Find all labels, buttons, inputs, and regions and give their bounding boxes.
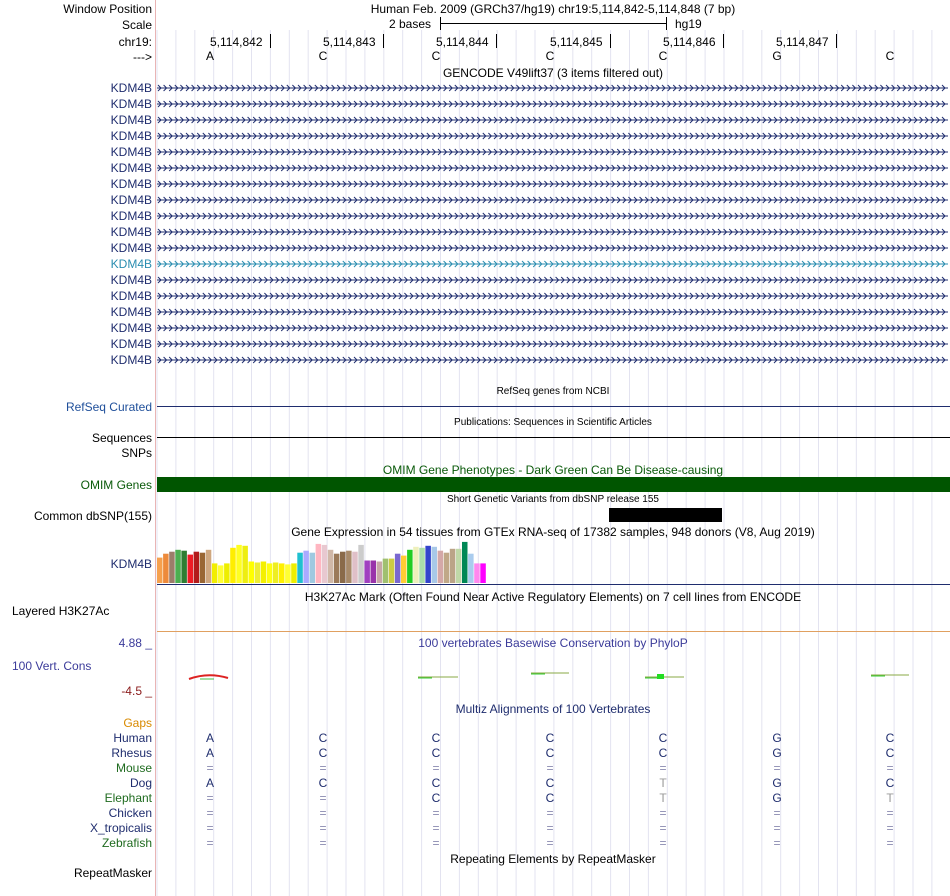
multiz-base: = xyxy=(773,761,781,775)
gencode-transcript-label[interactable]: KDM4B xyxy=(110,113,152,127)
multiz-base: = xyxy=(546,806,554,820)
position-label: 5,114,843 xyxy=(323,35,376,49)
gencode-transcript-label[interactable]: KDM4B xyxy=(110,353,152,367)
multiz-base: = xyxy=(432,806,440,820)
gencode-transcript-label[interactable]: KDM4B xyxy=(110,97,152,111)
chrom-label: chr19: xyxy=(118,35,152,49)
cons-segment[interactable] xyxy=(657,674,664,679)
position-label: 5,114,844 xyxy=(436,35,489,49)
multiz-base: C xyxy=(431,791,441,805)
multiz-species-label[interactable]: Zebrafish xyxy=(101,836,152,850)
position-label: 5,114,845 xyxy=(550,35,603,49)
cons-peak[interactable] xyxy=(189,675,228,679)
gencode-transcript-label[interactable]: KDM4B xyxy=(110,225,152,239)
multiz-track-title[interactable]: Multiz Alignments of 100 Vertebrates xyxy=(455,702,651,716)
multiz-base: C xyxy=(318,731,328,745)
multiz-base: = xyxy=(886,836,894,850)
multiz-species-label[interactable]: Mouse xyxy=(115,761,152,775)
pubs-track-title[interactable]: Publications: Sequences in Scientific Articles xyxy=(454,417,652,428)
refseq-label[interactable]: RefSeq Curated xyxy=(65,400,152,414)
multiz-base: = xyxy=(886,806,894,820)
multiz-base: C xyxy=(318,776,328,790)
multiz-base: C xyxy=(658,746,668,760)
multiz-base: = xyxy=(659,821,667,835)
multiz-base: = xyxy=(319,791,327,805)
cons-min-label: -4.5 _ xyxy=(121,684,152,698)
position-label: 5,114,846 xyxy=(663,35,716,49)
gencode-transcript-label[interactable]: KDM4B xyxy=(110,145,152,159)
multiz-base: = xyxy=(432,836,440,850)
multiz-base: G xyxy=(772,776,782,790)
multiz-base: G xyxy=(772,731,782,745)
multiz-base: C xyxy=(885,746,895,760)
multiz-base: C xyxy=(545,746,555,760)
gencode-transcript-label[interactable]: KDM4B xyxy=(110,289,152,303)
multiz-base: = xyxy=(432,821,440,835)
gaps-label[interactable]: Gaps xyxy=(123,716,152,730)
multiz-base: = xyxy=(206,836,214,850)
multiz-base: C xyxy=(885,731,895,745)
omim-label[interactable]: OMIM Genes xyxy=(80,478,152,492)
reference-base: C xyxy=(318,49,328,63)
multiz-base: = xyxy=(319,761,327,775)
multiz-base: = xyxy=(773,821,781,835)
gtex-gene-label[interactable]: KDM4B xyxy=(110,557,152,571)
multiz-base: A xyxy=(205,731,214,745)
multiz-base: = xyxy=(319,806,327,820)
gencode-transcript-label[interactable]: KDM4B xyxy=(110,305,152,319)
multiz-base: = xyxy=(432,761,440,775)
gencode-transcript-label[interactable]: KDM4B xyxy=(110,81,152,95)
gencode-transcript-label[interactable]: KDM4B xyxy=(110,177,152,191)
gencode-track-title[interactable]: GENCODE V49lift37 (3 items filtered out) xyxy=(442,66,664,80)
reference-base: C xyxy=(885,49,895,63)
multiz-base: = xyxy=(886,821,894,835)
multiz-base: = xyxy=(206,761,214,775)
multiz-base: = xyxy=(206,791,214,805)
multiz-base: = xyxy=(659,836,667,850)
scale-label: Scale xyxy=(121,18,152,32)
multiz-base: = xyxy=(773,806,781,820)
multiz-base: A xyxy=(205,776,214,790)
multiz-base: = xyxy=(546,821,554,835)
multiz-base: T xyxy=(659,791,667,805)
strand-label: ---> xyxy=(133,50,152,64)
multiz-base: G xyxy=(772,746,782,760)
multiz-base: G xyxy=(772,791,782,805)
gencode-transcript-label[interactable]: KDM4B xyxy=(110,337,152,351)
multiz-base: C xyxy=(545,731,555,745)
gencode-transcript-label[interactable]: KDM4B xyxy=(110,257,152,271)
multiz-base: = xyxy=(773,836,781,850)
repeat-track-title[interactable]: Repeating Elements by RepeatMasker xyxy=(450,852,656,866)
reference-base: C xyxy=(431,49,441,63)
multiz-base: C xyxy=(658,731,668,745)
multiz-base: C xyxy=(318,746,328,760)
cons-max-label: 4.88 _ xyxy=(118,636,152,650)
multiz-base: = xyxy=(659,806,667,820)
dbsnp-track-title[interactable]: Short Genetic Variants from dbSNP release 155 xyxy=(447,494,659,505)
multiz-base: C xyxy=(545,791,555,805)
gencode-transcript-label[interactable]: KDM4B xyxy=(110,193,152,207)
reference-base: G xyxy=(772,49,782,63)
window-position-label: Window Position xyxy=(63,2,152,16)
multiz-base: T xyxy=(659,776,667,790)
multiz-species-label[interactable]: Chicken xyxy=(108,806,152,820)
multiz-base: = xyxy=(659,761,667,775)
multiz-species-label[interactable]: Rhesus xyxy=(111,746,152,760)
scale-value: 2 bases xyxy=(389,17,432,31)
reference-base: A xyxy=(205,49,214,63)
gencode-transcript-label[interactable]: KDM4B xyxy=(110,129,152,143)
omim-track-title[interactable]: OMIM Gene Phenotypes - Dark Green Can Be Disease-causing xyxy=(382,463,724,477)
gencode-transcript-label[interactable]: KDM4B xyxy=(110,241,152,255)
multiz-species-label[interactable]: Elephant xyxy=(104,791,152,805)
gencode-transcript-label[interactable]: KDM4B xyxy=(110,161,152,175)
multiz-base: = xyxy=(206,821,214,835)
multiz-base: = xyxy=(319,821,327,835)
multiz-species-label[interactable]: X_tropicalis xyxy=(89,821,152,835)
dbsnp-label[interactable]: Common dbSNP(155) xyxy=(33,509,152,523)
reference-base: C xyxy=(658,49,668,63)
multiz-base: C xyxy=(431,731,441,745)
multiz-base: A xyxy=(205,746,214,760)
multiz-base: = xyxy=(546,836,554,850)
gencode-transcript-label[interactable]: KDM4B xyxy=(110,273,152,287)
repeat-label[interactable]: RepeatMasker xyxy=(73,866,152,880)
window-position-value: Human Feb. 2009 (GRCh37/hg19) chr19:5,114,842-5,114,848 (7 bp) xyxy=(370,2,736,16)
multiz-base: = xyxy=(546,761,554,775)
gencode-transcript-label[interactable]: KDM4B xyxy=(110,321,152,335)
h3k27ac-label[interactable]: Layered H3K27Ac xyxy=(12,604,110,618)
cons-track-title[interactable]: 100 vertebrates Basewise Conservation by PhyloP xyxy=(418,636,688,650)
multiz-base: C xyxy=(431,776,441,790)
multiz-base: C xyxy=(885,776,895,790)
multiz-base: = xyxy=(206,806,214,820)
cons-label[interactable]: 100 Vert. Cons xyxy=(12,659,92,673)
multiz-species-label[interactable]: Dog xyxy=(129,776,152,790)
refseq-track-title[interactable]: RefSeq genes from NCBI xyxy=(496,386,610,397)
snps-label[interactable]: SNPs xyxy=(121,446,152,460)
multiz-base: C xyxy=(431,746,441,760)
position-label: 5,114,842 xyxy=(210,35,263,49)
multiz-base: C xyxy=(545,776,555,790)
gencode-transcript-label[interactable]: KDM4B xyxy=(110,209,152,223)
gtex-track-title[interactable]: Gene Expression in 54 tissues from GTEx RNA-seq of 17382 samples, 948 donors (V8, Aug 2019) xyxy=(291,525,815,539)
multiz-base: T xyxy=(886,791,894,805)
multiz-species-label[interactable]: Human xyxy=(113,731,152,745)
sequences-label[interactable]: Sequences xyxy=(91,431,152,445)
multiz-base: = xyxy=(319,836,327,850)
h3k27ac-track-title[interactable]: H3K27Ac Mark (Often Found Near Active Regulatory Elements) on 7 cell lines from ENCODE xyxy=(304,590,802,604)
position-label: 5,114,847 xyxy=(776,35,829,49)
scale-assembly: hg19 xyxy=(675,17,702,31)
reference-base: C xyxy=(545,49,555,63)
multiz-base: = xyxy=(886,761,894,775)
